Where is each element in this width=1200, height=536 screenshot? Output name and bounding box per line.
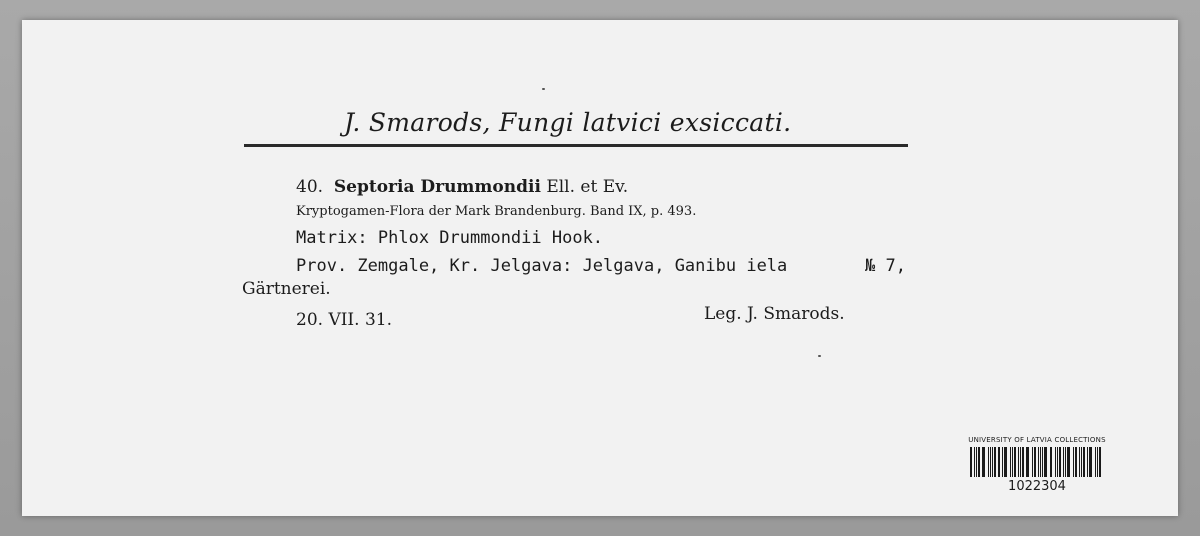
matrix-line: Matrix: Phlox Drummondii Hook.	[296, 228, 604, 248]
locality-continuation: Gärtnerei.	[242, 279, 331, 299]
species-name: Septoria Drummondii	[333, 177, 541, 197]
title-underline	[244, 144, 908, 147]
barcode-icon	[970, 447, 1104, 477]
literature-reference: Kryptogamen-Flora der Mark Brandenburg. Band IX, p. 493.	[296, 204, 697, 219]
locality-text: Prov. Zemgale, Kr. Jelgava: Jelgava, Ganibu iela	[296, 256, 788, 276]
herbarium-label	[22, 20, 1178, 516]
label-title: J. Smarods, Fungi latvici exsiccati.	[344, 108, 792, 137]
barcode-institution: UNIVERSITY OF LATVIA COLLECTIONS	[968, 436, 1106, 444]
entry-number: 40.	[296, 177, 324, 197]
collection-date: 20. VII. 31.	[296, 310, 392, 330]
paper-speck	[542, 88, 545, 90]
entry-species-line	[296, 177, 628, 197]
paper-speck	[818, 355, 821, 357]
collector-name: Leg. J. Smarods.	[704, 304, 845, 324]
locality-house-number: № 7,	[865, 256, 906, 276]
locality-line	[296, 256, 906, 276]
barcode-sticker	[966, 436, 1108, 494]
barcode-number: 1022304	[1008, 479, 1066, 494]
species-authority: Ell. et Ev.	[546, 177, 629, 197]
